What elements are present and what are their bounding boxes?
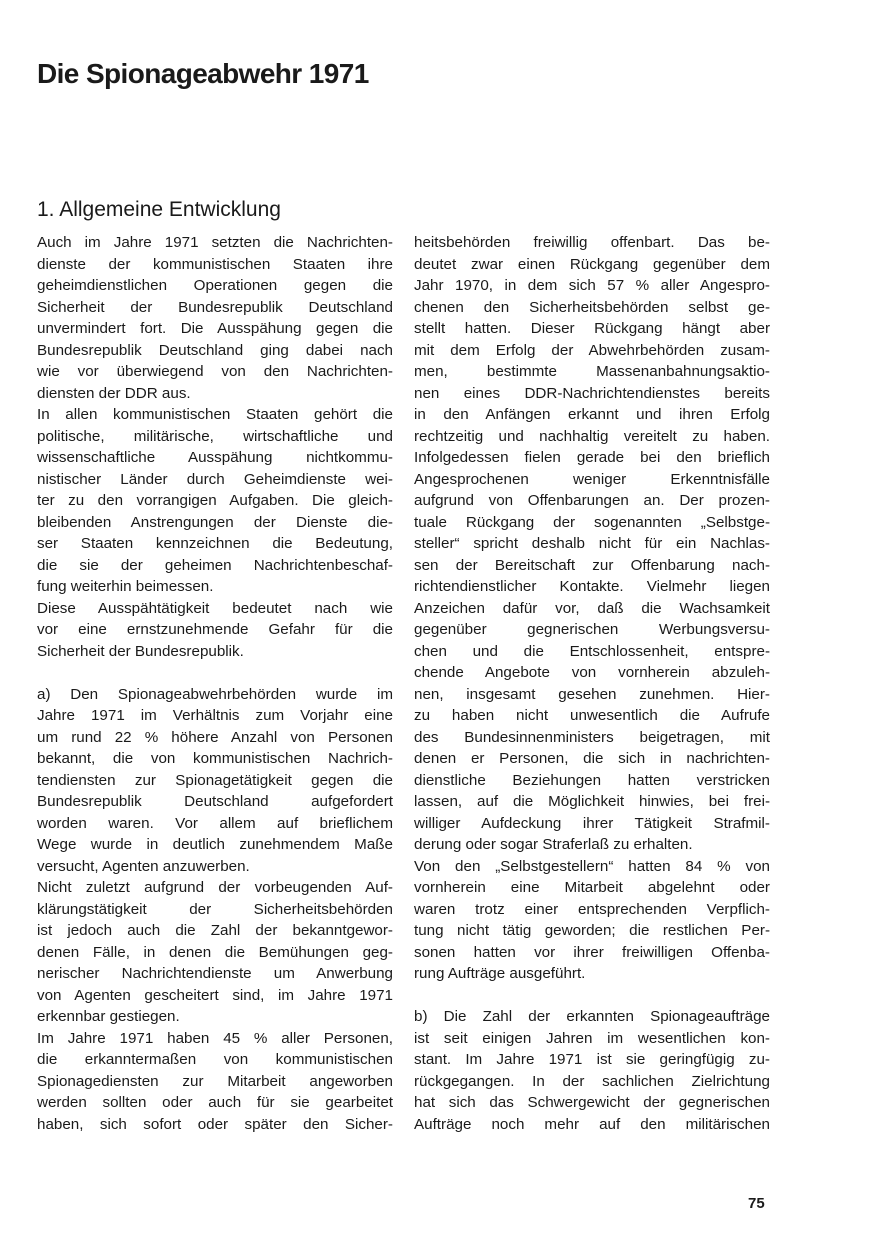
- text-line: Jahre 1971 im Verhältnis zum Vorjahr eine: [37, 707, 393, 724]
- text-line: Im Jahre 1971 haben 45 % aller Personen,: [37, 1029, 393, 1047]
- text-line: Jahr 1970, in dem sich 57 % aller Angespro-: [414, 277, 770, 294]
- text-line: in den Anfängen erkannt und ihren Erfolg: [414, 406, 770, 423]
- text-line: bekannt, die von kommunistischen Nachrich-: [37, 750, 393, 767]
- text-line: denen Fälle, in denen die Bemühungen geg-: [37, 943, 393, 961]
- text-line: ser Staaten kennzeichnen die Bedeutung,: [37, 535, 393, 552]
- text-line: Nicht zuletzt aufgrund der vorbeugenden Auf-: [37, 879, 393, 896]
- text-line: Angesprochenen weniger Erkenntnisfälle: [414, 470, 770, 488]
- text-line: Von den „Selbstgestellern“ hatten 84 % von: [414, 857, 770, 875]
- text-line: rückgegangen. In der sachlichen Zielrichtung: [414, 1072, 770, 1090]
- text-line: nistischer Länder durch Geheimdienste wei-: [37, 470, 393, 488]
- text-line: die erkanntermaßen von kommunistischen: [37, 1051, 393, 1068]
- text-line: a) Den Spionageabwehrbehörden wurde im: [37, 685, 393, 703]
- text-line: vor eine ernstzunehmende Gefahr für die: [37, 621, 393, 638]
- text-line: deutet zwar einen Rückgang gegenüber dem: [414, 255, 770, 273]
- text-line: hat sich das Schwergewicht der gegnerischen: [414, 1094, 770, 1111]
- text-line: Sicherheit der Bundesrepublik.: [37, 642, 244, 660]
- text-line: stellt hatten. Dieser Rückgang hängt aber: [414, 320, 770, 337]
- text-line: um rund 22 % höhere Anzahl von Personen: [37, 728, 393, 746]
- left-text-column: [37, 232, 393, 1135]
- text-line: steller“ spricht deshalb nicht für ein Nachlas-: [414, 535, 770, 552]
- text-line: versucht, Agenten anzuwerben.: [37, 857, 250, 875]
- text-line: sonen hatten vor ihrer freiwilligen Offenba-: [414, 943, 770, 961]
- text-line: rechtzeitig und nachhaltig vereitelt zu haben.: [414, 427, 770, 445]
- text-line: fung weiterhin beimessen.: [37, 578, 214, 595]
- text-line: tendiensten zur Spionagetätigkeit gegen die: [37, 771, 393, 789]
- text-line: lassen, auf die Möglichkeit hinwies, bei frei-: [414, 793, 770, 810]
- text-line: diensten der DDR aus.: [37, 384, 191, 402]
- document-title: Die Spionageabwehr 1971: [37, 58, 369, 89]
- text-line: politische, militärische, wirtschaftliche und: [37, 427, 393, 445]
- text-line: haben, sich sofort oder später den Sicher-: [37, 1115, 393, 1133]
- text-line: tung nicht tätig geworden; die restlichen Per-: [414, 922, 770, 939]
- text-line: mit dem Erfolg der Abwehrbehörden zusam-: [414, 341, 770, 359]
- text-line: des Bundesinnenministers beigetragen, mit: [414, 728, 770, 746]
- right-text-column: [414, 232, 770, 1135]
- text-line: ter zu den vorrangigen Aufgaben. Die gleich-: [37, 492, 393, 509]
- text-line: unvermindert fort. Die Ausspähung gegen die: [37, 320, 393, 337]
- text-line: b) Die Zahl der erkannten Spionageaufträge: [414, 1008, 770, 1025]
- text-line: stant. Im Jahre 1971 ist sie geringfügig zu-: [414, 1051, 770, 1068]
- text-line: wissenschaftliche Ausspähung nichtkommu-: [37, 449, 393, 466]
- text-line: heitsbehörden freiwillig offenbart. Das be-: [414, 234, 770, 251]
- text-line: die sie der geheimen Nachrichtenbeschaf-: [37, 556, 393, 574]
- text-line: von Agenten gescheitert sind, im Jahre 1971: [37, 986, 393, 1004]
- text-line: Anzeichen dafür vor, daß die Wachsamkeit: [414, 599, 770, 617]
- text-line: sen der Bereitschaft zur Offenbarung nach-: [414, 556, 770, 574]
- text-line: chen und die Entschlossenheit, entspre-: [414, 642, 770, 660]
- text-line: werden sollten oder auch für sie gearbeitet: [37, 1094, 393, 1111]
- paragraph-gap: [37, 662, 393, 684]
- text-line: Wege wurde in deutlich zunehmendem Maße: [37, 836, 393, 853]
- section-heading: 1. Allgemeine Entwicklung: [37, 198, 281, 221]
- text-line: In allen kommunistischen Staaten gehört die: [37, 406, 393, 423]
- text-line: bleibenden Anstrengungen der Dienste die-: [37, 513, 393, 531]
- text-line: nerischer Nachrichtendienste um Anwerbung: [37, 965, 393, 982]
- text-line: Bundesrepublik Deutschland aufgefordert: [37, 793, 393, 810]
- text-line: klärungstätigkeit der Sicherheitsbehörden: [37, 900, 393, 918]
- text-line: Aufträge noch mehr auf den militärischen: [414, 1115, 770, 1133]
- text-line: gegenüber gegnerischen Werbungsversu-: [414, 621, 770, 638]
- text-line: rung Aufträge ausgeführt.: [414, 965, 586, 982]
- text-line: wie vor überwiegend von den Nachrichten-: [37, 363, 393, 380]
- text-line: Auch im Jahre 1971 setzten die Nachrichten-: [37, 234, 393, 251]
- text-line: richtendienstlicher Kontakte. Vielmehr liegen: [414, 578, 770, 595]
- text-line: men, bestimmte Massenanbahnungsaktio-: [414, 363, 770, 380]
- text-line: Bundesrepublik Deutschland ging dabei nach: [37, 341, 393, 359]
- text-line: Spionagediensten zur Mitarbeit angeworben: [37, 1072, 393, 1090]
- text-line: chenen den Sicherheitsbehörden selbst ge-: [414, 298, 770, 316]
- text-line: aufgrund von Offenbarungen an. Der prozen-: [414, 492, 770, 509]
- text-line: worden waren. Vor allem auf brieflichem: [37, 814, 393, 832]
- text-line: Sicherheit der Bundesrepublik Deutschland: [37, 298, 393, 316]
- text-line: dienste der kommunistischen Staaten ihre: [37, 255, 393, 273]
- text-line: Diese Ausspähtätigkeit bedeutet nach wie: [37, 599, 393, 617]
- text-line: ist seit einigen Jahren im wesentlichen kon-: [414, 1029, 770, 1047]
- text-line: waren trotz einer entsprechenden Verpflich-: [414, 900, 770, 918]
- text-line: Infolgedessen fielen gerade bei den brieflich: [414, 449, 770, 466]
- page-number: 75: [748, 1195, 765, 1212]
- text-line: nen eines DDR-Nachrichtendienstes bereits: [414, 384, 770, 402]
- text-line: erkennbar gestiegen.: [37, 1008, 180, 1025]
- text-line: denen er Personen, die sich in nachrichten-: [414, 750, 770, 767]
- text-line: nen, insgesamt gesehen zunehmen. Hier-: [414, 685, 770, 703]
- text-line: derung oder sogar Straferlaß zu erhalten.: [414, 836, 693, 853]
- text-line: dienstliche Beziehungen hatten verstricken: [414, 771, 770, 789]
- text-line: zu haben nicht unwesentlich die Aufrufe: [414, 707, 770, 724]
- text-line: vornherein eine Mitarbeit abgelehnt oder: [414, 879, 770, 896]
- text-line: ist jedoch auch die Zahl der bekanntgewor-: [37, 922, 393, 939]
- text-line: chende Angebote von vornherein abzuleh-: [414, 664, 770, 681]
- text-line: williger Aufdeckung ihrer Tätigkeit Strafmil-: [414, 814, 770, 832]
- paragraph-gap: [414, 985, 770, 1007]
- text-line: tuale Rückgang der sogenannten „Selbstge-: [414, 513, 770, 531]
- text-line: geheimdienstlichen Operationen gegen die: [37, 277, 393, 294]
